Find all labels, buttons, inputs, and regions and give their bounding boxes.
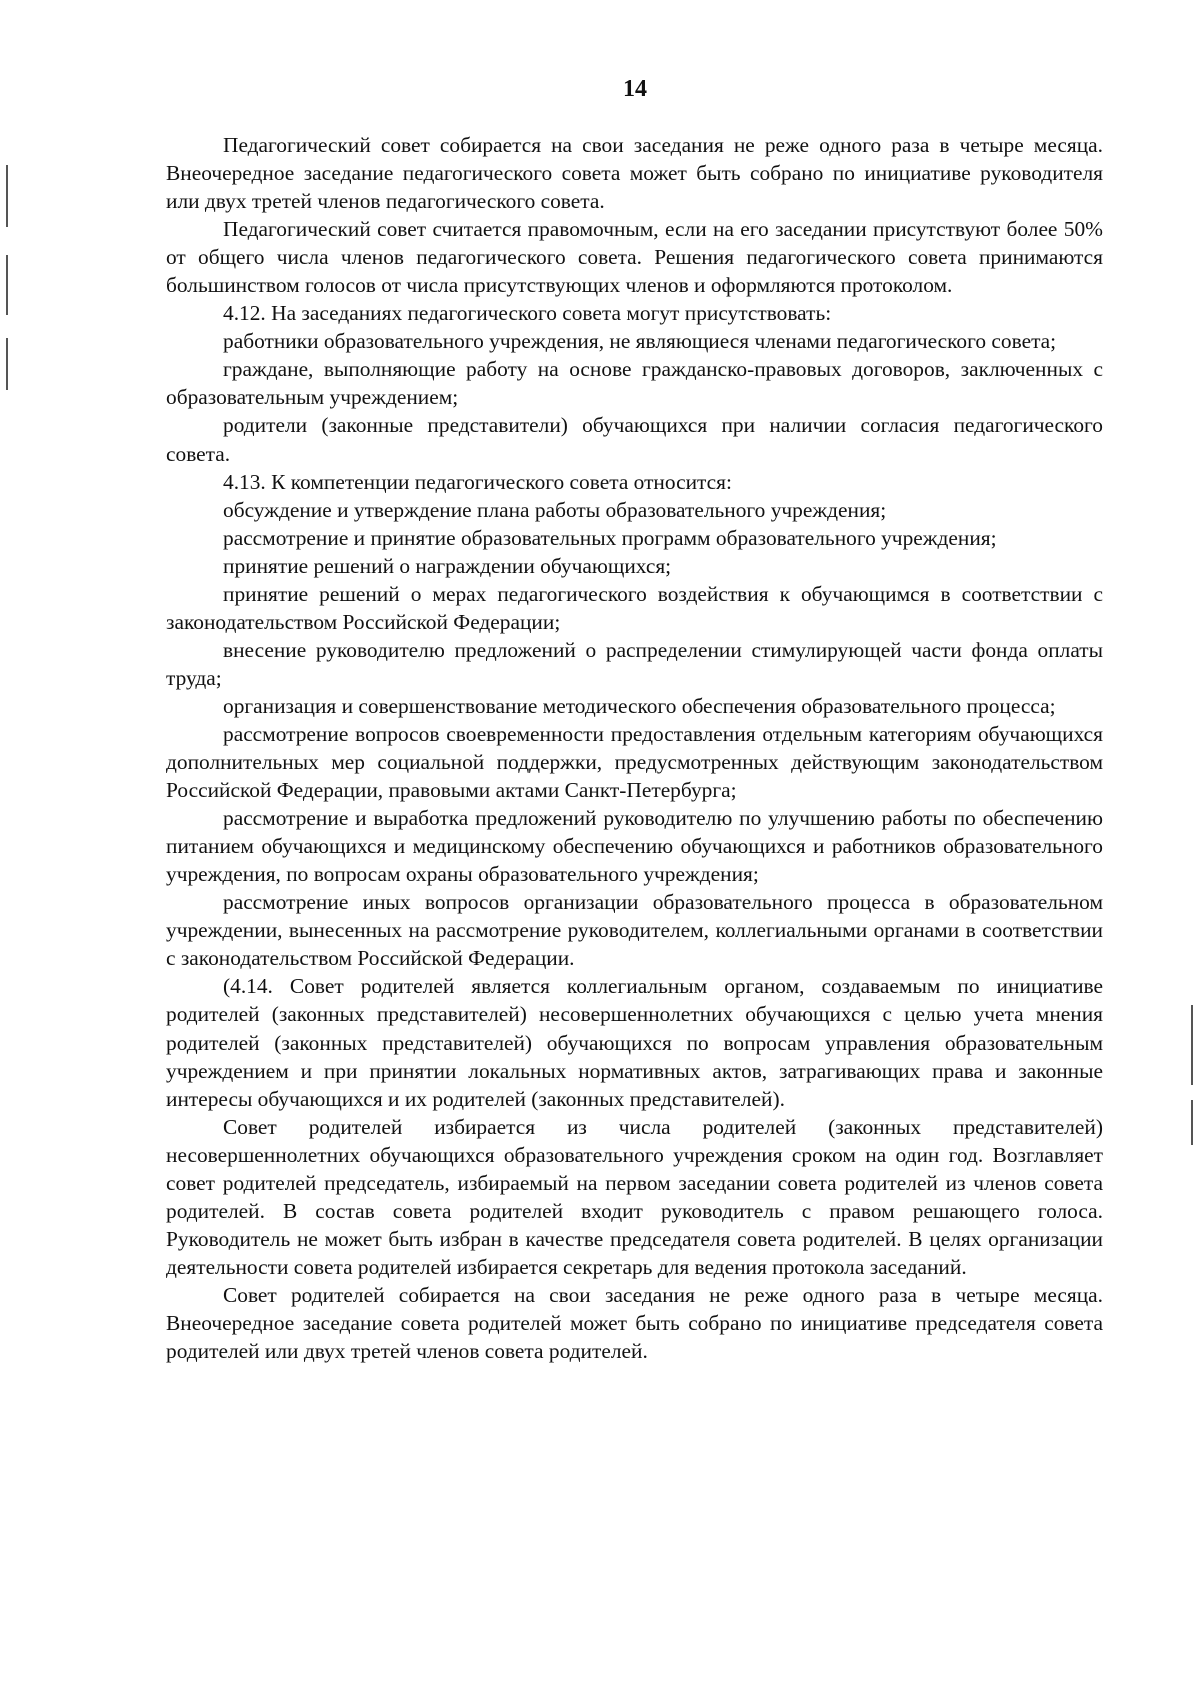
list-item: рассмотрение иных вопросов организации образовательного процесса в образовательном учреждении, вынесенных на рассмотрение руководителем, коллегиальными органами в соответствии с законодательством Российской Федерации. bbox=[166, 890, 1103, 971]
section-4-14: (4.14. Совет родителей является коллегиальным органом, создаваемым по инициативе родителей (законных представителей) несовершеннолетних обучающихся с целью учета мнения родителей (законных представителей) обучающихся по вопросам управления образовательным учреждением и при принятии локальных нормативных актов, затрагивающих права и законные интересы обучающихся и их родителей (законных представителей). bbox=[166, 974, 1103, 1111]
scan-margin-mark bbox=[1191, 1100, 1193, 1145]
paragraph: Педагогический совет собирается на свои заседания не реже одного раза в четыре месяца. Внеочередное заседание педагогического совета может быть собрано по инициативе руководителя или двух третей членов педагогического совета. bbox=[166, 133, 1103, 214]
list-item: принятие решений о награждении обучающихся; bbox=[223, 553, 672, 578]
list-item: принятие решений о мерах педагогического воздействия к обучающимся в соответствии с законодательством Российской Федерации; bbox=[166, 581, 1103, 634]
paragraph: Педагогический совет считается правомочным, если на его заседании присутствуют более 50% от общего числа членов педагогического совета. Решения педагогического совета принимаются большинством голосов от числа присутствующих членов и оформляются протоколом. bbox=[166, 217, 1103, 298]
page-number: 14 bbox=[623, 76, 647, 102]
scan-margin-mark bbox=[6, 255, 8, 315]
list-item: рассмотрение вопросов своевременности предоставления отдельным категориям обучающихся дополнительных мер социальной поддержки, предусмотренных действующим законодательством Российской Федерации, правовыми актами Санкт-Петербурга; bbox=[166, 721, 1103, 803]
section-heading-4-12: 4.12. На заседаниях педагогического совета могут присутствовать: bbox=[223, 301, 832, 326]
list-item: родители (законные представители) обучающихся при наличии согласия педагогического совета. bbox=[166, 413, 1103, 466]
scan-margin-mark bbox=[1191, 1005, 1193, 1085]
section-heading-4-13: 4.13. К компетенции педагогического совета относится: bbox=[223, 469, 732, 494]
list-item: обсуждение и утверждение плана работы образовательного учреждения; bbox=[223, 497, 887, 522]
list-item: рассмотрение и выработка предложений руководителю по улучшению работы по обеспечению питанием обучающихся и медицинскому обеспечению обучающихся и работников образовательного учреждения, по вопросам охраны образовательного учреждения; bbox=[166, 806, 1103, 887]
list-item: организация и совершенствование методического обеспечения образовательного процесса; bbox=[223, 693, 1056, 718]
list-item: работники образовательного учреждения, не являющиеся членами педагогического совета; bbox=[223, 329, 1057, 354]
list-item: внесение руководителю предложений о распределении стимулирующей части фонда оплаты труда; bbox=[166, 637, 1103, 690]
list-item: граждане, выполняющие работу на основе гражданско-правовых договоров, заключенных с образовательным учреждением; bbox=[166, 357, 1103, 410]
paragraph: Совет родителей собирается на свои заседания не реже одного раза в четыре месяца. Внеочередное заседание совета родителей может быть собрано по инициативе председателя совета родителей или двух третей членов совета родителей. bbox=[166, 1282, 1103, 1364]
document-body bbox=[166, 131, 1103, 1365]
list-item: рассмотрение и принятие образовательных программ образовательного учреждения; bbox=[223, 525, 997, 550]
scan-margin-mark bbox=[6, 165, 8, 227]
paragraph: Совет родителей избирается из числа родителей (законных представителей) несовершеннолетних обучающихся образовательного учреждения сроком на один год. Возглавляет совет родителей председатель, избираемый на первом заседании совета родителей из членов совета родителей. В состав совета родителей входит руководитель с правом решающего голоса. Руководитель не может быть избран в качестве председателя совета родителей. В целях организации деятельности совета родителей избирается секретарь для ведения протокола заседаний. bbox=[166, 1114, 1103, 1279]
scan-margin-mark bbox=[6, 338, 8, 390]
